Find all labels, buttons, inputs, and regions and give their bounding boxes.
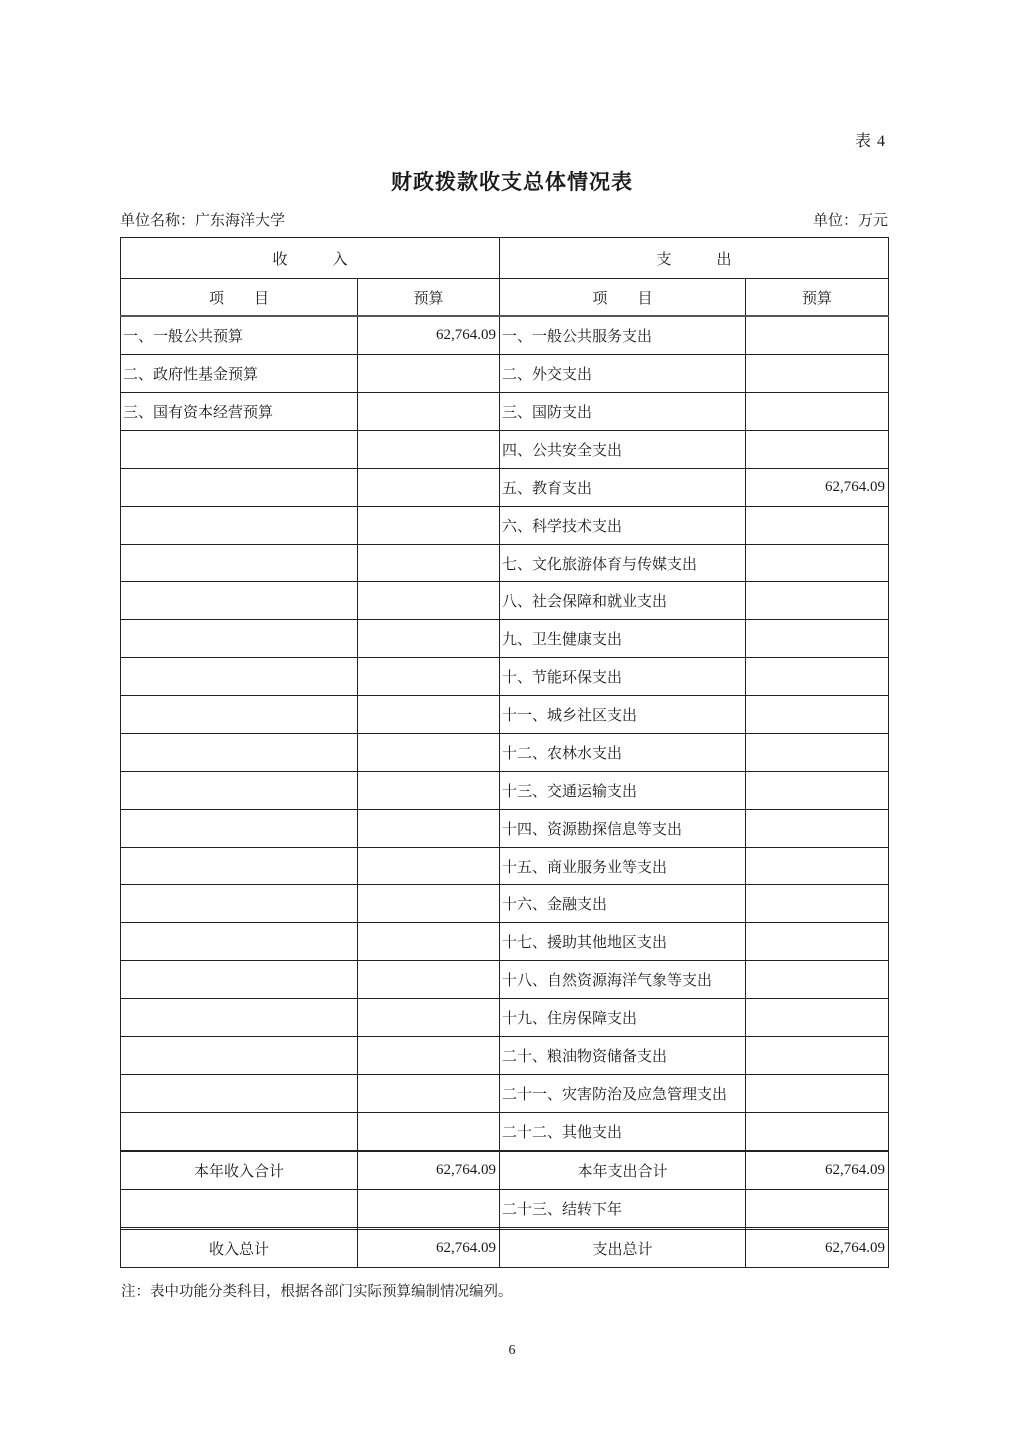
- expense-budget-cell: [746, 1190, 889, 1228]
- expense-budget-cell: [746, 620, 889, 658]
- table-row: [121, 961, 889, 999]
- income-budget-cell: [358, 468, 500, 506]
- unit-name-label: 单位名称：广东海洋大学: [120, 213, 286, 229]
- income-item-column-header: 项 目: [121, 279, 358, 317]
- income-budget-cell: [358, 999, 500, 1037]
- page-number: 6: [508, 1343, 516, 1358]
- income-budget-cell: [358, 809, 500, 847]
- income-item-cell: [121, 885, 358, 923]
- expense-item-cell: 十四、资源勘探信息等支出: [500, 809, 746, 847]
- expense-item-cell: 十、节能环保支出: [500, 658, 746, 696]
- table-row: [121, 1112, 889, 1150]
- income-budget-cell: 62,764.09: [358, 1229, 500, 1267]
- income-item-cell: [121, 771, 358, 809]
- table-row: [121, 620, 889, 658]
- income-item-cell: [121, 847, 358, 885]
- footnote: 注：表中功能分类科目，根据各部门实际预算编制情况编列。: [121, 1284, 513, 1300]
- expense-budget-cell: [746, 355, 889, 393]
- expense-item-cell: 本年支出合计: [500, 1152, 746, 1190]
- expense-budget-cell: [746, 393, 889, 431]
- expense-budget-cell: [746, 430, 889, 468]
- income-budget-cell: [358, 620, 500, 658]
- income-item-cell: [121, 999, 358, 1037]
- expense-budget-cell: [746, 923, 889, 961]
- income-budget-cell: [358, 771, 500, 809]
- table-row: [121, 1074, 889, 1112]
- income-item-cell: [121, 506, 358, 544]
- income-budget-cell: [358, 696, 500, 734]
- expense-item-cell: 支出总计: [500, 1229, 746, 1267]
- expense-budget-cell: [746, 733, 889, 771]
- income-item-cell: [121, 658, 358, 696]
- expense-budget-cell: [746, 885, 889, 923]
- income-item-cell: [121, 430, 358, 468]
- section-header-row: [121, 238, 889, 279]
- income-budget-cell: [358, 355, 500, 393]
- income-budget-cell: [358, 506, 500, 544]
- expense-budget-cell: 62,764.09: [746, 1152, 889, 1190]
- meta-row: [120, 209, 888, 230]
- expense-item-cell: 八、社会保障和就业支出: [500, 582, 746, 620]
- income-item-cell: 一、一般公共预算: [121, 316, 358, 355]
- expense-budget-cell: 62,764.09: [746, 468, 889, 506]
- table-number-label: 表 4: [854, 133, 886, 150]
- income-item-cell: 本年收入合计: [121, 1152, 358, 1190]
- unit-of-measure-label: 单位：万元: [812, 213, 888, 229]
- income-budget-cell: [358, 1036, 500, 1074]
- expense-budget-column-header: 预算: [746, 279, 889, 317]
- budget-table: [120, 237, 889, 1268]
- table-row: [121, 430, 889, 468]
- income-item-cell: [121, 809, 358, 847]
- table-row: [121, 468, 889, 506]
- expense-item-cell: 十七、援助其他地区支出: [500, 923, 746, 961]
- expense-budget-cell: [746, 544, 889, 582]
- income-item-cell: [121, 620, 358, 658]
- expense-budget-cell: [746, 1074, 889, 1112]
- expense-budget-cell: [746, 809, 889, 847]
- expense-item-column-header: 项 目: [500, 279, 746, 317]
- table-row: [121, 809, 889, 847]
- table-row: [121, 1190, 889, 1228]
- table-row: [121, 885, 889, 923]
- income-budget-cell: 62,764.09: [358, 316, 500, 355]
- table-row: [121, 582, 889, 620]
- income-section-header: 收 入: [121, 238, 500, 279]
- income-budget-cell: [358, 658, 500, 696]
- income-budget-cell: [358, 430, 500, 468]
- income-budget-column-header: 预算: [358, 279, 500, 317]
- table-row: [121, 355, 889, 393]
- income-item-cell: [121, 733, 358, 771]
- expense-item-cell: 九、卫生健康支出: [500, 620, 746, 658]
- income-item-cell: 收入总计: [121, 1229, 358, 1267]
- expense-budget-cell: [746, 1112, 889, 1150]
- expense-budget-cell: [746, 961, 889, 999]
- income-budget-cell: [358, 1190, 500, 1228]
- income-budget-cell: [358, 923, 500, 961]
- table-row: [121, 1036, 889, 1074]
- table-row: [121, 733, 889, 771]
- expense-item-cell: 二、外交支出: [500, 355, 746, 393]
- table-row: [121, 1152, 889, 1190]
- table-row: [121, 316, 889, 355]
- income-budget-cell: 62,764.09: [358, 1152, 500, 1190]
- income-budget-cell: [358, 847, 500, 885]
- expense-section-header: 支 出: [500, 238, 889, 279]
- expense-budget-cell: [746, 999, 889, 1037]
- income-budget-cell: [358, 1112, 500, 1150]
- expense-item-cell: 十二、农林水支出: [500, 733, 746, 771]
- expense-budget-cell: [746, 506, 889, 544]
- income-budget-cell: [358, 582, 500, 620]
- income-budget-cell: [358, 393, 500, 431]
- expense-item-cell: 十八、自然资源海洋气象等支出: [500, 961, 746, 999]
- expense-budget-cell: [746, 847, 889, 885]
- table-row: [121, 544, 889, 582]
- expense-item-cell: 十六、金融支出: [500, 885, 746, 923]
- income-budget-cell: [358, 544, 500, 582]
- expense-item-cell: 二十、粮油物资储备支出: [500, 1036, 746, 1074]
- table-row: [121, 393, 889, 431]
- income-budget-cell: [358, 1074, 500, 1112]
- table-row: [121, 658, 889, 696]
- table-row: [121, 771, 889, 809]
- expense-item-cell: 六、科学技术支出: [500, 506, 746, 544]
- expense-item-cell: 二十一、灾害防治及应急管理支出: [500, 1074, 746, 1112]
- table-body: [121, 316, 889, 1268]
- expense-item-cell: 三、国防支出: [500, 393, 746, 431]
- expense-item-cell: 七、文化旅游体育与传媒支出: [500, 544, 746, 582]
- expense-budget-cell: [746, 316, 889, 355]
- income-item-cell: [121, 696, 358, 734]
- income-item-cell: [121, 923, 358, 961]
- expense-budget-cell: [746, 1036, 889, 1074]
- table-row: [121, 1229, 889, 1267]
- expense-item-cell: 五、教育支出: [500, 468, 746, 506]
- income-item-cell: [121, 544, 358, 582]
- expense-item-cell: 一、一般公共服务支出: [500, 316, 746, 355]
- income-item-cell: [121, 1074, 358, 1112]
- income-item-cell: 二、政府性基金预算: [121, 355, 358, 393]
- income-item-cell: 三、国有资本经营预算: [121, 393, 358, 431]
- income-item-cell: [121, 1112, 358, 1150]
- table-row: [121, 696, 889, 734]
- table-row: [121, 506, 889, 544]
- table-row: [121, 923, 889, 961]
- expense-budget-cell: [746, 582, 889, 620]
- expense-item-cell: 十一、城乡社区支出: [500, 696, 746, 734]
- expense-item-cell: 十五、商业服务业等支出: [500, 847, 746, 885]
- table-header: [121, 238, 889, 317]
- income-item-cell: [121, 582, 358, 620]
- income-budget-cell: [358, 961, 500, 999]
- income-item-cell: [121, 1036, 358, 1074]
- table-row: [121, 999, 889, 1037]
- expense-item-cell: 四、公共安全支出: [500, 430, 746, 468]
- expense-budget-cell: 62,764.09: [746, 1229, 889, 1267]
- income-item-cell: [121, 468, 358, 506]
- expense-item-cell: 十三、交通运输支出: [500, 771, 746, 809]
- income-budget-cell: [358, 885, 500, 923]
- expense-item-cell: 二十三、结转下年: [500, 1190, 746, 1228]
- expense-item-cell: 二十二、其他支出: [500, 1112, 746, 1150]
- expense-budget-cell: [746, 771, 889, 809]
- income-item-cell: [121, 1190, 358, 1228]
- table-row: [121, 847, 889, 885]
- page-title: 财政拨款收支总体情况表: [391, 170, 633, 194]
- expense-budget-cell: [746, 658, 889, 696]
- expense-item-cell: 十九、住房保障支出: [500, 999, 746, 1037]
- income-budget-cell: [358, 733, 500, 771]
- income-item-cell: [121, 961, 358, 999]
- column-header-row: [121, 279, 889, 317]
- expense-budget-cell: [746, 696, 889, 734]
